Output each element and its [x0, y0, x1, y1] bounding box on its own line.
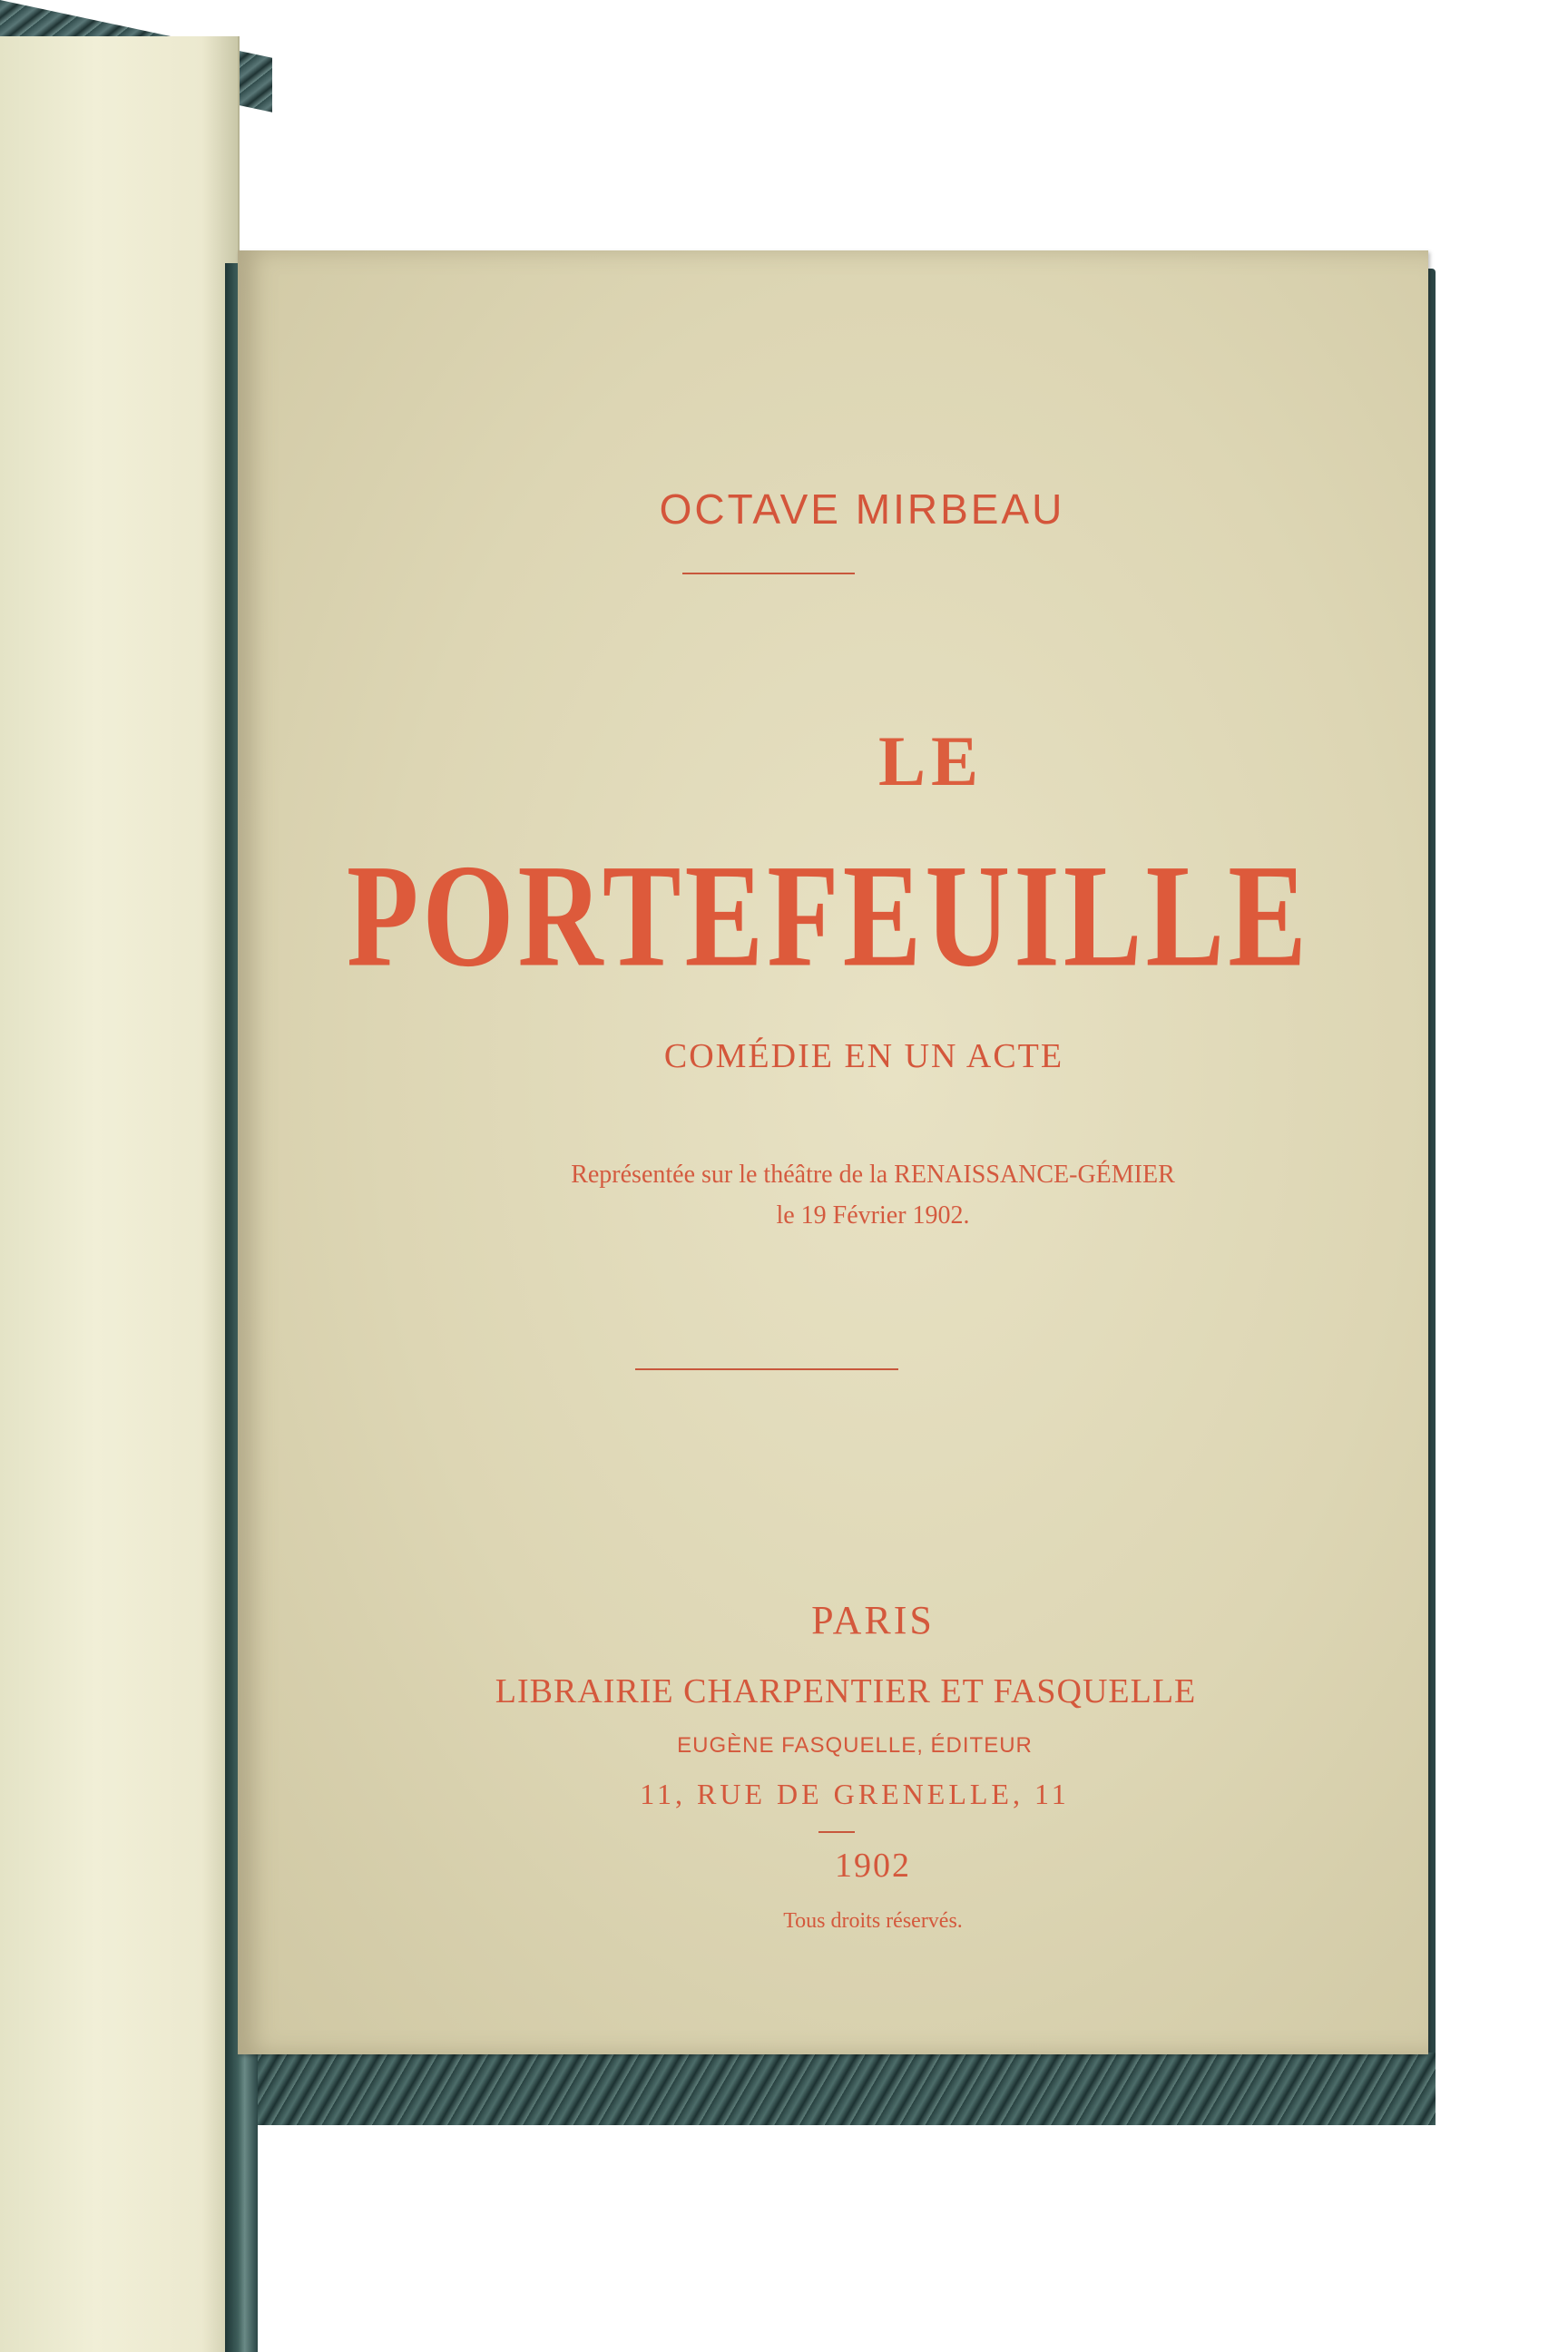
subtitle: COMÉDIE EN UN ACTE	[663, 1037, 1064, 1075]
publication-city: PARIS	[811, 1598, 935, 1642]
publisher-address: 11, RUE DE GRENELLE, 11	[640, 1778, 1070, 1810]
title-line-1: LE	[877, 721, 985, 800]
performance-note-line-1: Représentée sur le théâtre de la RENAISSANCE-GÉMIER	[571, 1161, 1175, 1189]
marbled-binding-bottom	[238, 2053, 1436, 2125]
middle-rule	[635, 1368, 898, 1370]
editor-name: EUGÈNE FASQUELLE, ÉDITEUR	[677, 1733, 1033, 1758]
publisher-name: LIBRAIRIE CHARPENTIER ET FASQUELLE	[495, 1672, 1197, 1710]
blank-flyleaf-page	[0, 36, 240, 2352]
small-rule	[818, 1831, 855, 1833]
performance-note-line-2: le 19 Février 1902.	[776, 1201, 970, 1230]
title-line-2: PORTEFEUILLE	[347, 834, 1310, 998]
title-page	[238, 250, 1428, 2054]
publication-year: 1902	[835, 1847, 911, 1885]
top-rule	[682, 573, 855, 574]
author-name: OCTAVE MIRBEAU	[659, 485, 1065, 533]
rights-notice: Tous droits réservés.	[783, 1909, 963, 1933]
